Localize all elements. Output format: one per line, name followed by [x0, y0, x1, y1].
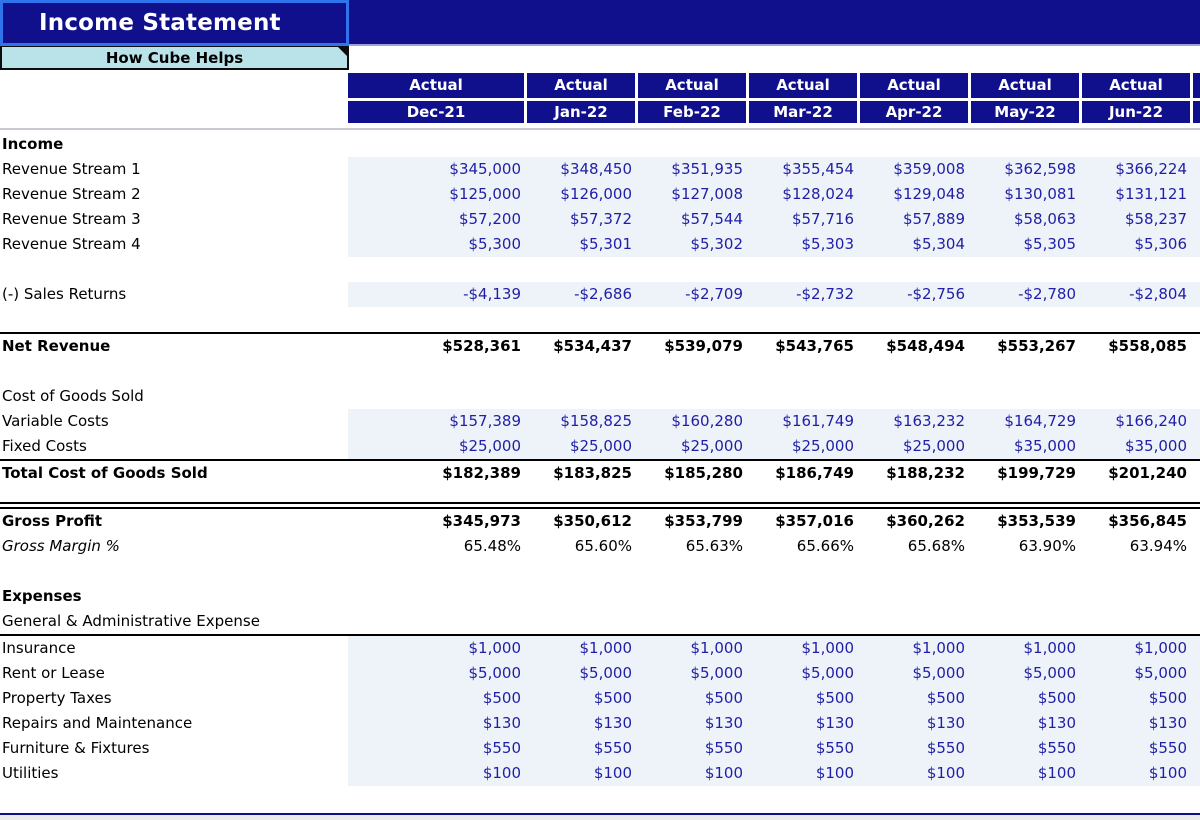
tab-how-cube-helps-label: How Cube Helps	[105, 48, 244, 67]
cell-property-taxes-dec-21[interactable]: $500	[348, 686, 527, 711]
cell-income-may-22[interactable]	[971, 132, 1082, 157]
cell-gross-margin-mar-22[interactable]: 65.66%	[796, 537, 854, 555]
cell-revenue-stream-1-may-22[interactable]: $362,598	[971, 157, 1082, 182]
row-right-sliver	[1193, 132, 1200, 157]
row-right-sliver	[1193, 182, 1200, 207]
row-label-fixed-costs[interactable]: Fixed Costs	[2, 437, 87, 455]
row-label-gross-profit[interactable]: Gross Profit	[2, 512, 103, 530]
bottom-gray-strip	[0, 815, 1200, 820]
table-row-revenue-stream-4	[0, 232, 1200, 257]
table-row-general-administrative-expense	[0, 609, 1200, 636]
cell-furniture-fixtures-dec-21[interactable]: $550	[348, 736, 527, 761]
cell-revenue-stream-4-jun-22[interactable]: $5,306	[1082, 232, 1193, 257]
cell-property-taxes-mar-22[interactable]: $500	[749, 686, 860, 711]
cell-expenses-jan-22[interactable]	[527, 584, 638, 609]
header-month-cell[interactable]: Jan-22	[527, 101, 635, 123]
cell-expenses-apr-22[interactable]	[860, 584, 971, 609]
spacer-row	[0, 359, 1200, 384]
table-row-revenue-stream-3	[0, 207, 1200, 232]
cell-total-cost-of-goods-sold-jan-22[interactable]: $183,825	[553, 464, 632, 482]
cell-total-cost-of-goods-sold-jun-22[interactable]: $201,240	[1108, 464, 1187, 482]
table-row-gross-margin	[0, 534, 1200, 559]
cell-gross-margin-feb-22[interactable]: 65.63%	[685, 537, 743, 555]
cell-revenue-stream-3-apr-22[interactable]: $57,889	[860, 207, 971, 232]
cell-income-jun-22[interactable]	[1082, 132, 1193, 157]
cell-revenue-stream-2-dec-21[interactable]: $125,000	[348, 182, 527, 207]
cell-income-jan-22[interactable]	[527, 132, 638, 157]
row-label-utilities[interactable]: Utilities	[2, 764, 59, 782]
cell-total-cost-of-goods-sold-feb-22[interactable]: $185,280	[664, 464, 743, 482]
cell-insurance-dec-21[interactable]: $1,000	[348, 636, 527, 661]
cell-furniture-fixtures-may-22[interactable]: $550	[971, 736, 1082, 761]
row-label-total-cost-of-goods-sold[interactable]: Total Cost of Goods Sold	[2, 464, 208, 482]
header-column-mar-22	[749, 73, 857, 123]
page-title-box	[0, 0, 349, 46]
cell-expenses-may-22[interactable]	[971, 584, 1082, 609]
cell-rent-or-lease-dec-21[interactable]: $5,000	[348, 661, 527, 686]
spacer-row	[0, 307, 1200, 332]
cell-cost-of-goods-sold-apr-22[interactable]	[860, 384, 971, 409]
cell-net-revenue-apr-22[interactable]: $548,494	[886, 337, 965, 355]
cell-revenue-stream-1-apr-22[interactable]: $359,008	[860, 157, 971, 182]
cell-expenses-jun-22[interactable]	[1082, 584, 1193, 609]
cell-total-cost-of-goods-sold-apr-22[interactable]: $188,232	[886, 464, 965, 482]
row-right-sliver	[1193, 409, 1200, 434]
table-row-fixed-costs	[0, 434, 1200, 461]
cell-fixed-costs-mar-22[interactable]: $25,000	[749, 434, 860, 459]
cell-revenue-stream-1-mar-22[interactable]: $355,454	[749, 157, 860, 182]
cell-utilities-mar-22[interactable]: $100	[749, 761, 860, 786]
cell-repairs-and-maintenance-mar-22[interactable]: $130	[749, 711, 860, 736]
cell-variable-costs-mar-22[interactable]: $161,749	[749, 409, 860, 434]
cell-furniture-fixtures-jun-22[interactable]: $550	[1082, 736, 1193, 761]
table-row-gross-profit	[0, 509, 1200, 534]
row-label-furniture-fixtures[interactable]: Furniture & Fixtures	[2, 739, 150, 757]
header-period-cell[interactable]: Actual	[638, 73, 746, 98]
cell-utilities-dec-21[interactable]: $100	[348, 761, 527, 786]
cell-expenses-feb-22[interactable]	[638, 584, 749, 609]
cell-net-revenue-jan-22[interactable]: $534,437	[553, 337, 632, 355]
row-right-sliver	[1193, 461, 1200, 486]
cell-total-cost-of-goods-sold-may-22[interactable]: $199,729	[997, 464, 1076, 482]
spacer-row	[0, 486, 1200, 502]
header-period-cell[interactable]: Actual	[860, 73, 968, 98]
cell-expenses-mar-22[interactable]	[749, 584, 860, 609]
cell-furniture-fixtures-apr-22[interactable]: $550	[860, 736, 971, 761]
row-label-rent-or-lease[interactable]: Rent or Lease	[2, 664, 105, 682]
cell-insurance-jan-22[interactable]: $1,000	[527, 636, 638, 661]
cell-revenue-stream-3-mar-22[interactable]: $57,716	[749, 207, 860, 232]
cell-variable-costs-feb-22[interactable]: $160,280	[638, 409, 749, 434]
row-label-variable-costs[interactable]: Variable Costs	[2, 412, 109, 430]
table-row-utilities	[0, 761, 1200, 786]
cell-utilities-apr-22[interactable]: $100	[860, 761, 971, 786]
cell-gross-profit-jun-22[interactable]: $356,845	[1108, 512, 1187, 530]
cell-utilities-jun-22[interactable]: $100	[1082, 761, 1193, 786]
cell-revenue-stream-2-feb-22[interactable]: $127,008	[638, 182, 749, 207]
table-row-income	[0, 132, 1200, 157]
cell-revenue-stream-4-apr-22[interactable]: $5,304	[860, 232, 971, 257]
cell-insurance-feb-22[interactable]: $1,000	[638, 636, 749, 661]
table-row-property-taxes	[0, 686, 1200, 711]
cell-insurance-jun-22[interactable]: $1,000	[1082, 636, 1193, 661]
row-right-sliver	[1193, 636, 1200, 661]
cell-repairs-and-maintenance-jun-22[interactable]: $130	[1082, 711, 1193, 736]
cell-gross-margin-jun-22[interactable]: 63.94%	[1129, 537, 1187, 555]
cell-rent-or-lease-may-22[interactable]: $5,000	[971, 661, 1082, 686]
cell-fixed-costs-jan-22[interactable]: $25,000	[527, 434, 638, 459]
cell-property-taxes-feb-22[interactable]: $500	[638, 686, 749, 711]
cell-insurance-may-22[interactable]: $1,000	[971, 636, 1082, 661]
cell-sales-returns-mar-22[interactable]: -$2,732	[749, 282, 860, 307]
table-row-sales-returns	[0, 282, 1200, 307]
header-month-cell-partial	[1193, 101, 1200, 123]
table-row-repairs-and-maintenance	[0, 711, 1200, 736]
row-right-sliver	[1193, 736, 1200, 761]
table-row-insurance	[0, 636, 1200, 661]
header-period-cell[interactable]: Actual	[971, 73, 1079, 98]
row-right-sliver	[1193, 661, 1200, 686]
cell-revenue-stream-1-jan-22[interactable]: $348,450	[527, 157, 638, 182]
cell-net-revenue-may-22[interactable]: $553,267	[997, 337, 1076, 355]
cell-revenue-stream-3-jan-22[interactable]: $57,372	[527, 207, 638, 232]
cell-revenue-stream-3-may-22[interactable]: $58,063	[971, 207, 1082, 232]
header-column-next-partial	[1193, 73, 1200, 123]
cell-repairs-and-maintenance-jan-22[interactable]: $130	[527, 711, 638, 736]
cell-fixed-costs-feb-22[interactable]: $25,000	[638, 434, 749, 459]
cell-utilities-feb-22[interactable]: $100	[638, 761, 749, 786]
cell-rent-or-lease-feb-22[interactable]: $5,000	[638, 661, 749, 686]
cell-revenue-stream-3-dec-21[interactable]: $57,200	[348, 207, 527, 232]
cell-total-cost-of-goods-sold-mar-22[interactable]: $186,749	[775, 464, 854, 482]
header-month-cell[interactable]: Apr-22	[860, 101, 968, 123]
spacer-row	[0, 257, 1200, 282]
cell-gross-margin-dec-21[interactable]: 65.48%	[463, 537, 521, 555]
header-month-cell[interactable]: Feb-22	[638, 101, 746, 123]
cell-revenue-stream-4-mar-22[interactable]: $5,303	[749, 232, 860, 257]
cell-cost-of-goods-sold-feb-22[interactable]	[638, 384, 749, 409]
cell-gross-profit-apr-22[interactable]: $360,262	[886, 512, 965, 530]
page-title: Income Statement	[39, 10, 281, 36]
cell-general-administrative-expense-jan-22[interactable]	[527, 609, 638, 634]
cell-repairs-and-maintenance-may-22[interactable]: $130	[971, 711, 1082, 736]
header-month-cell[interactable]: Dec-21	[348, 101, 524, 123]
table-row-variable-costs	[0, 409, 1200, 434]
cell-variable-costs-jun-22[interactable]: $166,240	[1082, 409, 1193, 434]
cell-income-apr-22[interactable]	[860, 132, 971, 157]
row-label-income[interactable]: Income	[2, 135, 64, 153]
cell-variable-costs-jan-22[interactable]: $158,825	[527, 409, 638, 434]
cell-revenue-stream-2-may-22[interactable]: $130,081	[971, 182, 1082, 207]
cell-net-revenue-jun-22[interactable]: $558,085	[1108, 337, 1187, 355]
cell-sales-returns-may-22[interactable]: -$2,780	[971, 282, 1082, 307]
cell-sales-returns-apr-22[interactable]: -$2,756	[860, 282, 971, 307]
cell-revenue-stream-1-feb-22[interactable]: $351,935	[638, 157, 749, 182]
cell-revenue-stream-4-jan-22[interactable]: $5,301	[527, 232, 638, 257]
header-period-cell[interactable]: Actual	[527, 73, 635, 98]
table-row-net-revenue	[0, 332, 1200, 359]
cell-gross-margin-may-22[interactable]: 63.90%	[1018, 537, 1076, 555]
cell-insurance-apr-22[interactable]: $1,000	[860, 636, 971, 661]
cell-sales-returns-dec-21[interactable]: -$4,139	[348, 282, 527, 307]
cell-revenue-stream-4-feb-22[interactable]: $5,302	[638, 232, 749, 257]
row-label-sales-returns[interactable]: (-) Sales Returns	[2, 285, 127, 303]
cell-income-dec-21[interactable]	[348, 132, 527, 157]
row-right-sliver	[1193, 157, 1200, 182]
row-label-cost-of-goods-sold[interactable]: Cost of Goods Sold	[2, 387, 144, 405]
tab-fold-corner-icon	[337, 46, 349, 58]
header-month-cell[interactable]: May-22	[971, 101, 1079, 123]
cell-utilities-may-22[interactable]: $100	[971, 761, 1082, 786]
cell-furniture-fixtures-feb-22[interactable]: $550	[638, 736, 749, 761]
cell-gross-profit-jan-22[interactable]: $350,612	[553, 512, 632, 530]
cell-repairs-and-maintenance-feb-22[interactable]: $130	[638, 711, 749, 736]
cell-furniture-fixtures-jan-22[interactable]: $550	[527, 736, 638, 761]
row-label-revenue-stream-4[interactable]: Revenue Stream 4	[2, 235, 141, 253]
double-rule-divider	[0, 502, 1200, 509]
cell-gross-profit-dec-21[interactable]: $345,973	[442, 512, 521, 530]
cell-general-administrative-expense-apr-22[interactable]	[860, 609, 971, 634]
cell-rent-or-lease-mar-22[interactable]: $5,000	[749, 661, 860, 686]
cell-gross-margin-apr-22[interactable]: 65.68%	[907, 537, 965, 555]
cell-rent-or-lease-jan-22[interactable]: $5,000	[527, 661, 638, 686]
cell-fixed-costs-jun-22[interactable]: $35,000	[1082, 434, 1193, 459]
cell-cost-of-goods-sold-mar-22[interactable]	[749, 384, 860, 409]
tab-how-cube-helps[interactable]	[0, 46, 349, 70]
cell-property-taxes-jun-22[interactable]: $500	[1082, 686, 1193, 711]
cell-general-administrative-expense-jun-22[interactable]	[1082, 609, 1193, 634]
cell-variable-costs-apr-22[interactable]: $163,232	[860, 409, 971, 434]
row-right-sliver	[1193, 761, 1200, 786]
cell-net-revenue-feb-22[interactable]: $539,079	[664, 337, 743, 355]
top-banner	[0, 0, 1200, 46]
cell-net-revenue-dec-21[interactable]: $528,361	[442, 337, 521, 355]
header-column-jan-22	[527, 73, 635, 123]
header-period-cell[interactable]: Actual	[348, 73, 524, 98]
row-right-sliver	[1193, 584, 1200, 609]
row-label-revenue-stream-1[interactable]: Revenue Stream 1	[2, 160, 141, 178]
header-period-cell[interactable]: Actual	[749, 73, 857, 98]
row-right-sliver	[1193, 609, 1200, 634]
row-right-sliver	[1193, 207, 1200, 232]
table-body	[0, 128, 1200, 786]
cell-gross-profit-may-22[interactable]: $353,539	[997, 512, 1076, 530]
cell-gross-profit-mar-22[interactable]: $357,016	[775, 512, 854, 530]
header-period-cell-partial	[1193, 73, 1200, 98]
cell-fixed-costs-dec-21[interactable]: $25,000	[348, 434, 527, 459]
row-right-sliver	[1193, 334, 1200, 359]
cell-revenue-stream-2-jan-22[interactable]: $126,000	[527, 182, 638, 207]
cell-revenue-stream-4-may-22[interactable]: $5,305	[971, 232, 1082, 257]
cell-income-feb-22[interactable]	[638, 132, 749, 157]
table-row-furniture-fixtures	[0, 736, 1200, 761]
row-label-revenue-stream-2[interactable]: Revenue Stream 2	[2, 185, 141, 203]
row-right-sliver	[1193, 711, 1200, 736]
cell-expenses-dec-21[interactable]	[348, 584, 527, 609]
row-right-sliver	[1193, 434, 1200, 459]
cell-revenue-stream-3-feb-22[interactable]: $57,544	[638, 207, 749, 232]
cell-cost-of-goods-sold-jan-22[interactable]	[527, 384, 638, 409]
cell-revenue-stream-4-dec-21[interactable]: $5,300	[348, 232, 527, 257]
cell-sales-returns-jan-22[interactable]: -$2,686	[527, 282, 638, 307]
table-row-revenue-stream-1	[0, 157, 1200, 182]
cell-cost-of-goods-sold-jun-22[interactable]	[1082, 384, 1193, 409]
header-period-cell[interactable]: Actual	[1082, 73, 1190, 98]
cell-revenue-stream-3-jun-22[interactable]: $58,237	[1082, 207, 1193, 232]
cell-revenue-stream-2-apr-22[interactable]: $129,048	[860, 182, 971, 207]
table-row-revenue-stream-2	[0, 182, 1200, 207]
header-column-dec-21	[348, 73, 524, 123]
row-label-insurance[interactable]: Insurance	[2, 639, 76, 657]
cell-income-mar-22[interactable]	[749, 132, 860, 157]
cell-general-administrative-expense-may-22[interactable]	[971, 609, 1082, 634]
header-label-spacer	[0, 73, 348, 123]
cell-sales-returns-feb-22[interactable]: -$2,709	[638, 282, 749, 307]
cell-variable-costs-may-22[interactable]: $164,729	[971, 409, 1082, 434]
cell-repairs-and-maintenance-dec-21[interactable]: $130	[348, 711, 527, 736]
header-month-cell[interactable]: Jun-22	[1082, 101, 1190, 123]
cell-fixed-costs-apr-22[interactable]: $25,000	[860, 434, 971, 459]
cell-general-administrative-expense-mar-22[interactable]	[749, 609, 860, 634]
cell-rent-or-lease-jun-22[interactable]: $5,000	[1082, 661, 1193, 686]
cell-revenue-stream-2-mar-22[interactable]: $128,024	[749, 182, 860, 207]
header-column-may-22	[971, 73, 1079, 123]
table-header	[0, 73, 1200, 123]
header-column-feb-22	[638, 73, 746, 123]
cell-repairs-and-maintenance-apr-22[interactable]: $130	[860, 711, 971, 736]
cell-furniture-fixtures-mar-22[interactable]: $550	[749, 736, 860, 761]
row-label-revenue-stream-3[interactable]: Revenue Stream 3	[2, 210, 141, 228]
cell-rent-or-lease-apr-22[interactable]: $5,000	[860, 661, 971, 686]
table-row-expenses	[0, 584, 1200, 609]
cell-net-revenue-mar-22[interactable]: $543,765	[775, 337, 854, 355]
table-row-total-cost-of-goods-sold	[0, 461, 1200, 486]
cell-insurance-mar-22[interactable]: $1,000	[749, 636, 860, 661]
spacer-row	[0, 559, 1200, 584]
cell-cost-of-goods-sold-may-22[interactable]	[971, 384, 1082, 409]
cell-revenue-stream-1-jun-22[interactable]: $366,224	[1082, 157, 1193, 182]
row-right-sliver	[1193, 686, 1200, 711]
row-right-sliver	[1193, 384, 1200, 409]
cell-property-taxes-apr-22[interactable]: $500	[860, 686, 971, 711]
table-row-rent-or-lease	[0, 661, 1200, 686]
row-right-sliver	[1193, 232, 1200, 257]
header-month-cell[interactable]: Mar-22	[749, 101, 857, 123]
cell-gross-profit-feb-22[interactable]: $353,799	[664, 512, 743, 530]
cell-fixed-costs-may-22[interactable]: $35,000	[971, 434, 1082, 459]
row-label-expenses[interactable]: Expenses	[2, 587, 82, 605]
row-label-general-administrative-expense[interactable]: General & Administrative Expense	[2, 612, 260, 630]
row-label-repairs-and-maintenance[interactable]: Repairs and Maintenance	[2, 714, 193, 732]
row-label-property-taxes[interactable]: Property Taxes	[2, 689, 112, 707]
cell-total-cost-of-goods-sold-dec-21[interactable]: $182,389	[442, 464, 521, 482]
bottom-edge	[0, 813, 1200, 820]
table-row-cost-of-goods-sold	[0, 384, 1200, 409]
header-column-jun-22	[1082, 73, 1190, 123]
cell-general-administrative-expense-dec-21[interactable]	[348, 609, 527, 634]
row-right-sliver	[1193, 509, 1200, 534]
cell-utilities-jan-22[interactable]: $100	[527, 761, 638, 786]
header-column-apr-22	[860, 73, 968, 123]
cell-revenue-stream-1-dec-21[interactable]: $345,000	[348, 157, 527, 182]
cell-general-administrative-expense-feb-22[interactable]	[638, 609, 749, 634]
row-label-gross-margin[interactable]: Gross Margin %	[2, 537, 120, 555]
cell-property-taxes-jan-22[interactable]: $500	[527, 686, 638, 711]
cell-revenue-stream-2-jun-22[interactable]: $131,121	[1082, 182, 1193, 207]
cell-property-taxes-may-22[interactable]: $500	[971, 686, 1082, 711]
cell-variable-costs-dec-21[interactable]: $157,389	[348, 409, 527, 434]
cell-cost-of-goods-sold-dec-21[interactable]	[348, 384, 527, 409]
row-right-sliver	[1193, 534, 1200, 559]
cell-sales-returns-jun-22[interactable]: -$2,804	[1082, 282, 1193, 307]
row-right-sliver	[1193, 282, 1200, 307]
row-label-net-revenue[interactable]: Net Revenue	[2, 337, 111, 355]
cell-gross-margin-jan-22[interactable]: 65.60%	[574, 537, 632, 555]
